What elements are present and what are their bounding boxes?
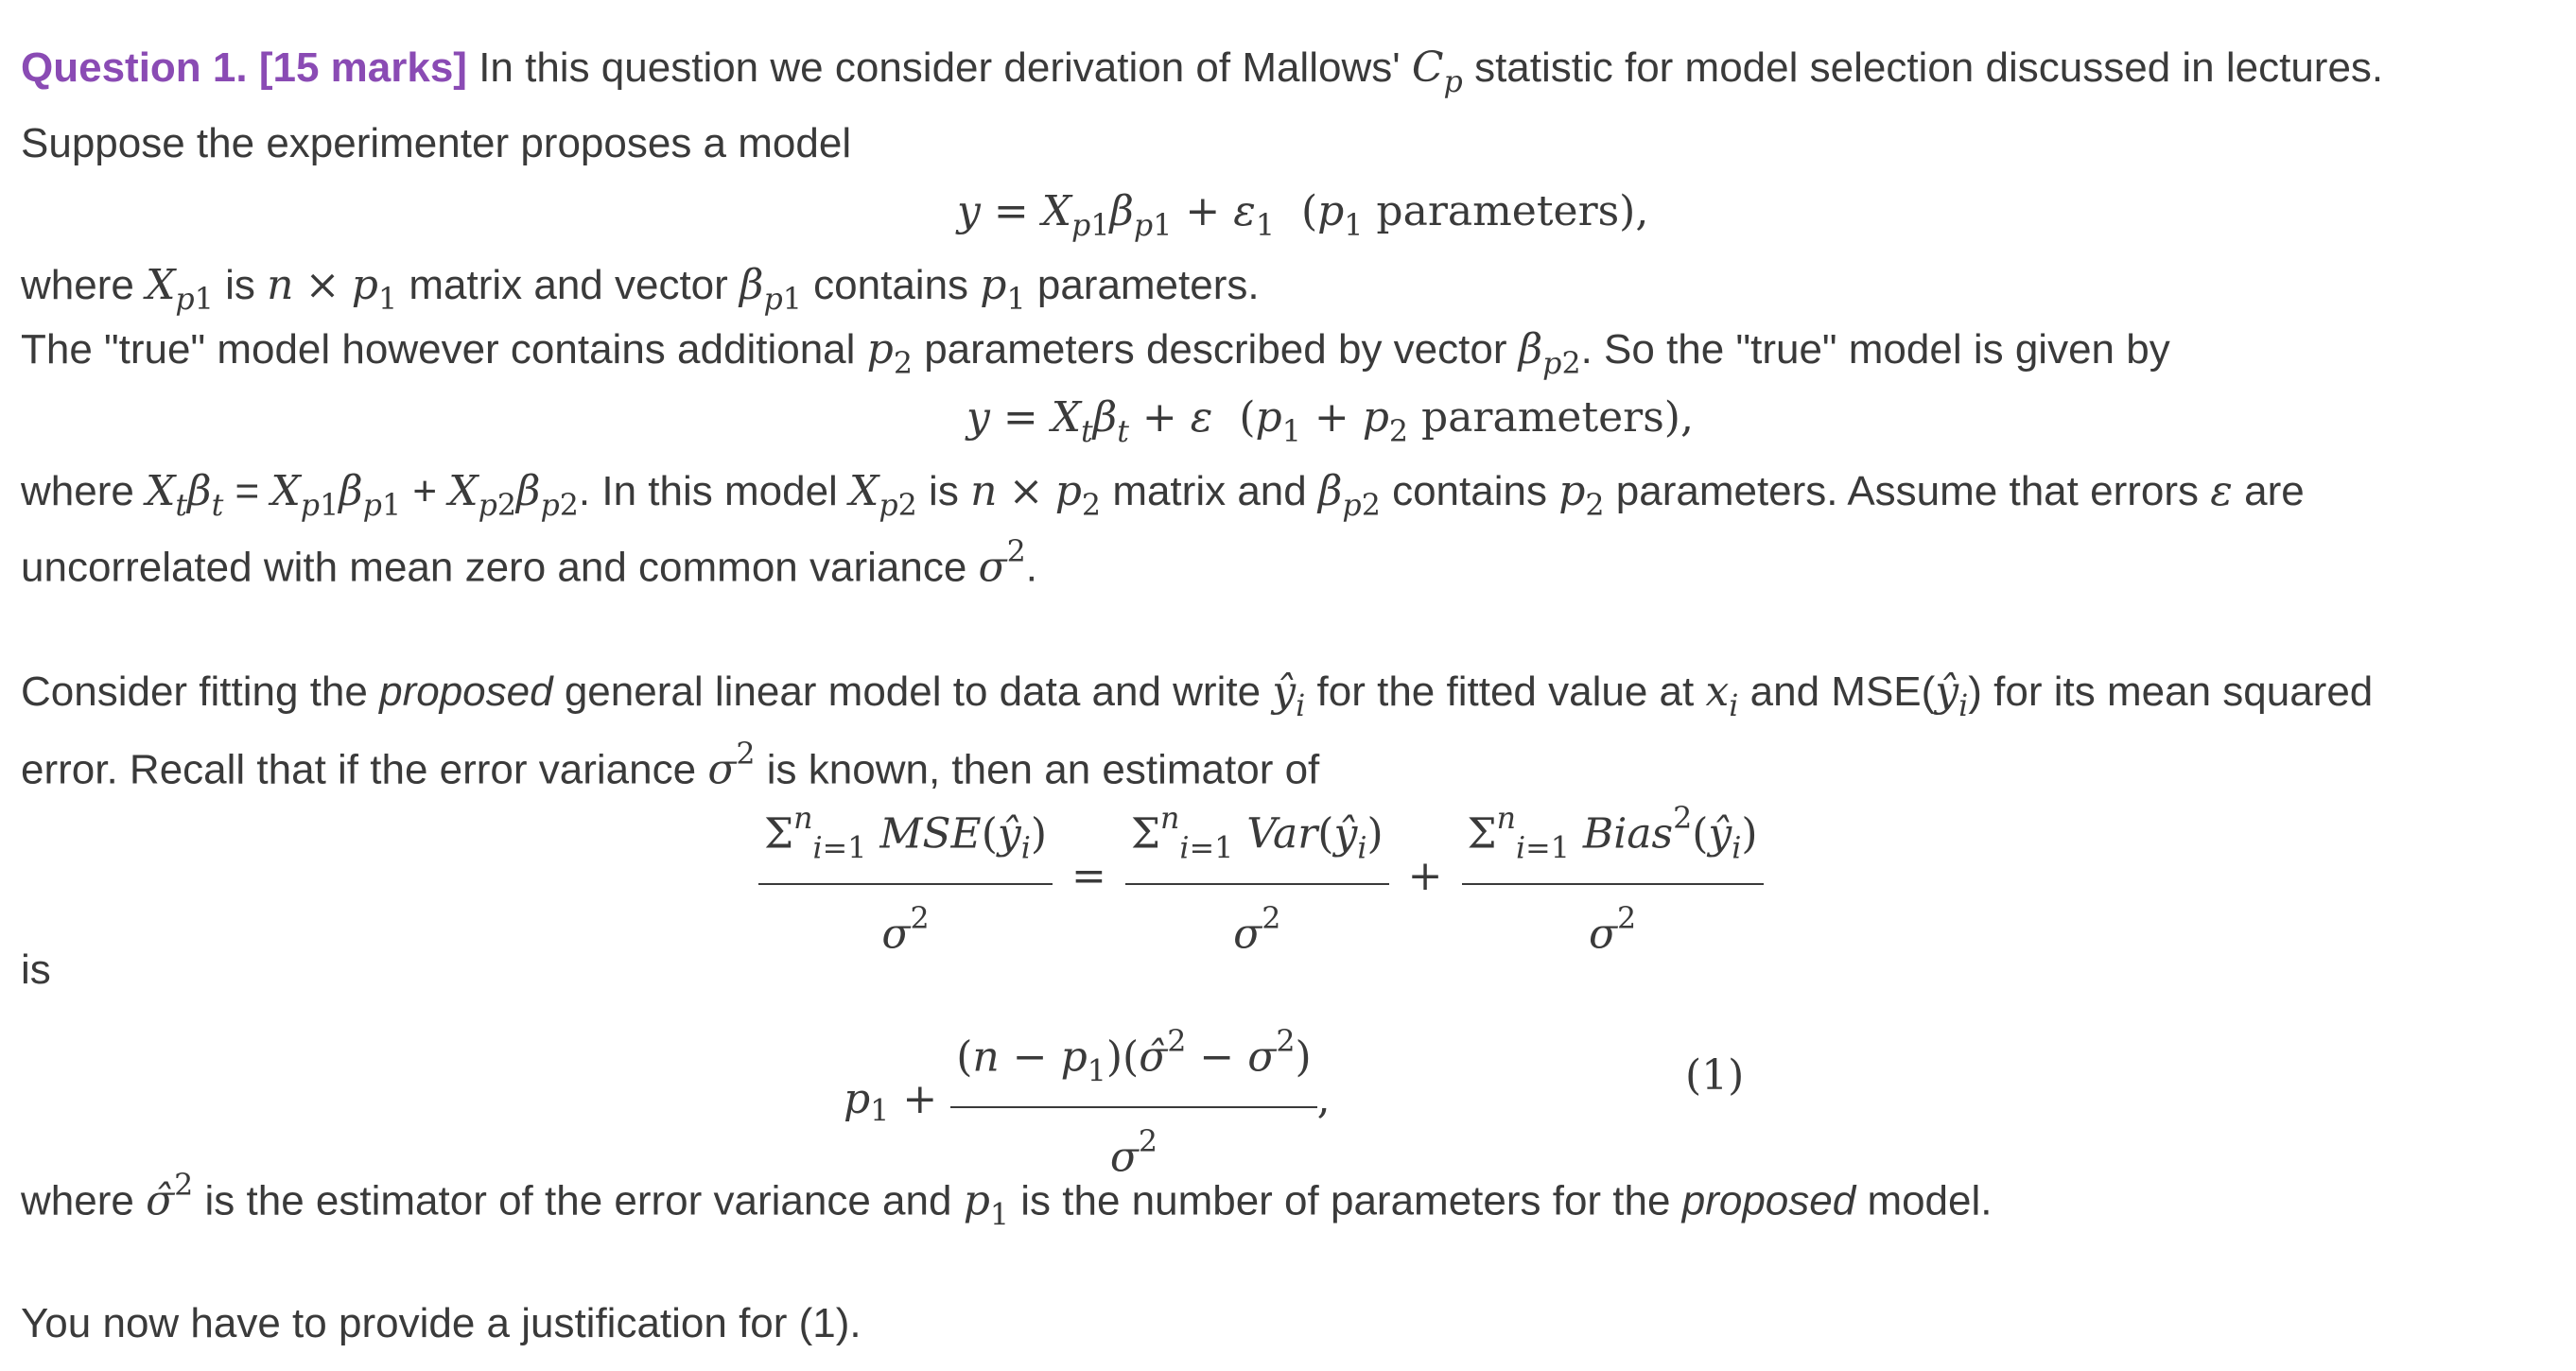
closing-instruction: You now have to provide a justification for (1). (21, 1300, 862, 1346)
mse-decomposition-equation: $\frac{\Sigma^n_{i=1} MSE(ŷ_i)}{\sigma^2}$ = $\frac{\Sigma^n_{i=1} Var(ŷ_i)}{\sigma^2}$ + $\frac{\Sigma^n_{i=1} Bias^2(ŷ_i)}{\sigma^2}$ (758, 792, 1764, 961)
proposal-sentence: Suppose the experimenter proposes a model (21, 120, 852, 166)
proposed-model-description: where $X_{p1}$ is $n \times p_1$ matrix and vector $\beta_{p1}$ contains $p_1$ parameters. (21, 261, 1260, 318)
question-intro: In this question we consider derivation of Mallows' (479, 44, 1401, 91)
error-assumption: uncorrelated with mean zero and common variance $\sigma^2$. (21, 535, 1037, 592)
fitting-description: Consider fitting the proposed general linear model to data and write $ŷ_i$ for the fitted value at $x_i$ and $MSE(ŷ_i)$ for its mean squared (21, 668, 2374, 724)
error-variance-known: error. Recall that if the error variance $\sigma^2$ is known, then an estimator of (21, 738, 1320, 794)
is-word: is (21, 946, 51, 993)
equation-number: (1) (1685, 1051, 1745, 1100)
question-line-1 (21, 42, 2383, 109)
cp-symbol: $C_p$ (1411, 43, 1463, 100)
proposed-model-equation: $y = X_{p1}\beta_{p1} + \varepsilon_1$ ($p_1$ parameters), (957, 187, 1649, 244)
cp-formula: $p_1$ + $\frac{(n - p_1)(\sigmâ^2 - \sigma^2)}{\sigma^2}$ , (844, 1015, 1331, 1184)
true-model-equation: $y = X_t\beta_t + \varepsilon$ ($p_1 + p_2$ parameters), (966, 393, 1694, 450)
estimator-description: where σ̂$^2$ is the estimator of the error variance and $p_1$ is the number of parameters for the proposed model. (21, 1169, 1993, 1233)
question-intro-end: statistic for model selection discussed in lectures. (1474, 44, 2384, 91)
question-heading: Question 1. [15 marks] (21, 44, 467, 91)
true-model-details: where $X_t\beta_t = X_{p1}\beta_{p1} + X_{p2}\beta_{p2}$. In this model $X_{p2}$ is $n \times p_2$ matrix and $\beta_{p2}$ contains $p_2$ parameters. Assume that errors ε are (21, 467, 2305, 524)
true-model-description: The "true" model however contains additional $p_2$ parameters described by vector $\beta_{p2}$. So the "true" model is given by (21, 325, 2170, 382)
question-page (21, 0, 2555, 1371)
